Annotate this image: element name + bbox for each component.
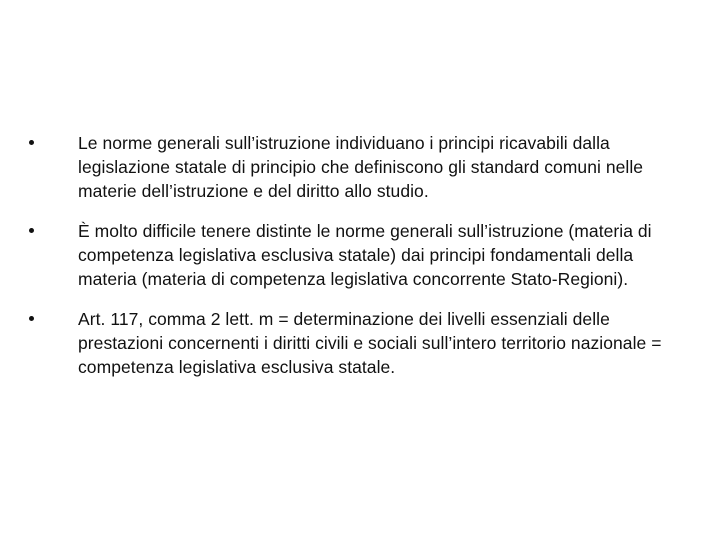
- bullet-text: È molto difficile tenere distinte le norme generali sull’istruzione (materia di competenza legislativa esclusiva statale) dai principi fondamentali della materia (materia di competenza legislativa concorrente Stato-Regioni).: [78, 221, 652, 289]
- bullet-dot-icon: [29, 228, 34, 233]
- bullet-list: [29, 131, 689, 395]
- bullet-text: Le norme generali sull’istruzione individuano i principi ricavabili dalla legislazione statale di principio che definiscono gli standard comuni nelle materie dell’istruzione e del diritto allo studio.: [78, 133, 644, 201]
- list-item: [29, 307, 689, 379]
- bullet-text: Art. 117, comma 2 lett. m = determinazione dei livelli essenziali delle prestazioni concernenti i diritti civili e sociali sull’intero territorio nazionale = competenza legislativa esclusiva statale.: [78, 309, 662, 377]
- bullet-dot-icon: [29, 316, 34, 321]
- bullet-dot-icon: [29, 140, 34, 145]
- list-item: [29, 219, 689, 291]
- list-item: [29, 131, 689, 203]
